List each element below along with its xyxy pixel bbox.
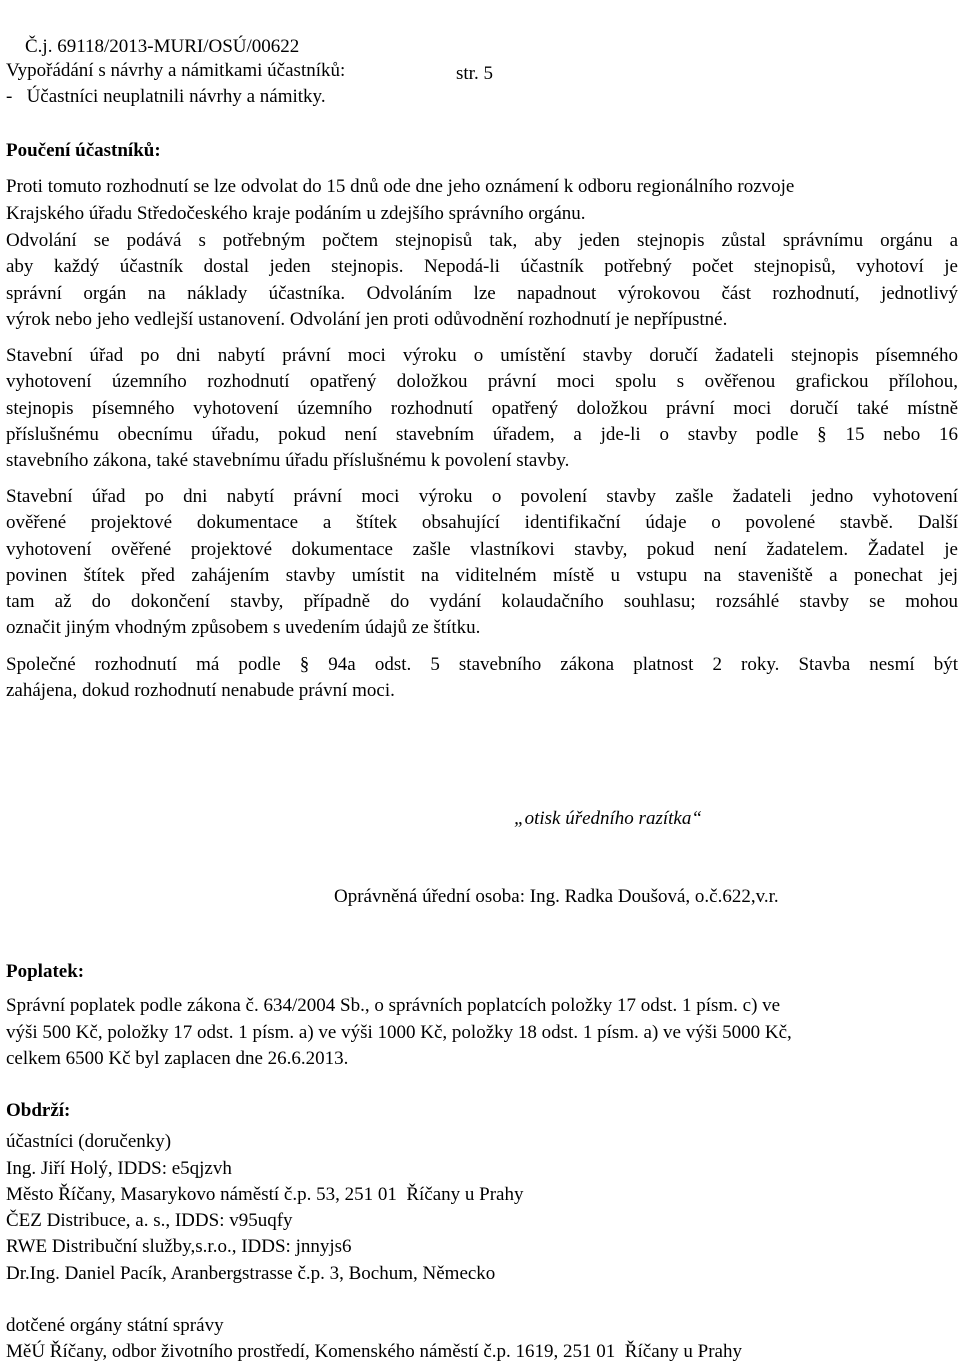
validity-line: Společné rozhodnutí má podle § 94a odst. 5 stavebního zákona platnost 2 roky. Stavba nesmí být (6, 654, 958, 675)
permit-paragraph (6, 484, 958, 642)
instruction-line-2: Krajského úřadu Středočeského kraje podáním u zdejšího správního orgánu. (6, 202, 586, 224)
placement-line: Stavební úřad po dni nabytí právní moci výroku o umístění stavby doručí žadateli stejnopis písemného (6, 345, 958, 366)
permit-line: tam až do dokončení stavby, případně do vydání kolaudačního souhlasu; rozsáhlé stavby se mohou (6, 591, 958, 613)
fee-line: Správní poplatek podle zákona č. 634/2004 Sb., o správních poplatcích položky 17 odst. 1 písm. c) ve (6, 995, 781, 1017)
permit-line: Stavební úřad po dni nabytí právní moci výroku o povolení stavby zašle žadateli jedno vyhotovení (6, 486, 958, 507)
fee-heading: Poplatek: (6, 961, 85, 982)
permit-line: vyhotovení ověřené projektové dokumentace zašle vlastníkovi stavby, pokud není žadatelem. Žadatel je (6, 538, 958, 560)
fee-line: výši 500 Kč, položky 17 odst. 1 písm. a) ve výši 1000 Kč, položky 18 odst. 1 písm. a) ve výši 5000 Kč, (6, 1021, 792, 1043)
recipient-item: Město Říčany, Masarykovo náměstí č.p. 53, 251 01 Říčany u Prahy (6, 1183, 524, 1205)
official-person: Oprávněná úřední osoba: Ing. Radka Doušová, o.č.622,v.r. (334, 886, 779, 907)
instruction-section (6, 138, 958, 227)
recipient-item: Ing. Jiří Holý, IDDS: e5qjzvh (6, 1157, 232, 1179)
permit-line: povinen štítek před zahájením stavby umístit na viditelném místě u vstupu na staveniště a ponechat jej (6, 564, 958, 586)
recipient-item: Dr.Ing. Daniel Pacík, Aranbergstrasse č.p. 3, Bochum, Německo (6, 1262, 496, 1284)
recipient-item: RWE Distribuční služby,s.r.o., IDDS: jnnyjs6 (6, 1236, 352, 1258)
page-number: str. 5 (456, 62, 493, 84)
instruction-heading: Poučení účastníků: (6, 140, 161, 161)
objections-item: - Účastníci neuplatnili návrhy a námitky. (6, 86, 326, 108)
recipients-heading: Obdrží: (6, 1100, 71, 1121)
appeal-line: aby každý účastník dostal jeden stejnopis. Nepodá-li účastník potřebný počet stejnopisů, vyhotoví je (6, 256, 958, 278)
placement-line: stejnopis písemného vyhotovení územního rozhodnutí opatřený doložkou právní moci doručí také místně (6, 397, 958, 419)
placement-paragraph (6, 343, 958, 474)
permit-line: označit jiným vhodným způsobem s uvedením údajů ze štítku. (6, 617, 481, 639)
placement-line: vyhotovení územního rozhodnutí opatřený doložkou právní moci spolu s ověřenou grafickou přílohou, (6, 371, 958, 393)
validity-paragraph (6, 652, 958, 705)
reference-number: Č.j. 69118/2013-MURI/OSÚ/00622 (25, 36, 300, 58)
recipients-group-title: dotčené orgány státní správy (6, 1315, 224, 1337)
recipients-group-title: účastníci (doručenky) (6, 1131, 172, 1153)
placement-line: příslušnému obecnímu úřadu, pokud není stavebním úřadem, a jde-li o stavby podle § 15 nebo 16 (6, 423, 958, 445)
recipients-section (6, 1098, 958, 1366)
fee-line: celkem 6500 Kč byl zaplacen dne 26.6.2013. (6, 1047, 349, 1069)
recipient-item: MěÚ Říčany, odbor životního prostředí, Komenského náměstí č.p. 1619, 251 01 Říčany u Prahy (6, 1341, 742, 1363)
recipient-item: ČEZ Distribuce, a. s., IDDS: v95uqfy (6, 1210, 293, 1232)
objections-heading: Vypořádání s návrhy a námitkami účastníků: (6, 60, 346, 81)
appeal-line: výrok nebo jeho vedlejší ustanovení. Odvolání jen proti odůvodnění rozhodnutí je nepřípustné. (6, 308, 728, 330)
appeal-paragraph (6, 228, 958, 333)
permit-line: ověřené projektové dokumentace a štítek obsahující identifikační údaje o povolené stavbě. Další (6, 512, 958, 534)
objections-section (6, 58, 958, 111)
validity-line: zahájena, dokud rozhodnutí nenabude právní moci. (6, 680, 395, 702)
appeal-line: správní orgán na náklady účastníka. Odvoláním lze napadnout výrokovou část rozhodnutí, jednotlivý (6, 282, 958, 304)
stamp-placeholder: „otisk úředního razítka“ (514, 808, 702, 829)
appeal-line: Odvolání se podává s potřebným počtem stejnopisů tak, aby jeden stejnopis zůstal správnímu orgánu a (6, 230, 958, 251)
fee-section (6, 959, 958, 1072)
placement-line: stavebního zákona, také stavebnímu úřadu příslušnému k povolení stavby. (6, 450, 570, 472)
instruction-line-1: Proti tomuto rozhodnutí se lze odvolat do 15 dnů ode dne jeho oznámení k odboru regionálního rozvoje (6, 176, 795, 198)
